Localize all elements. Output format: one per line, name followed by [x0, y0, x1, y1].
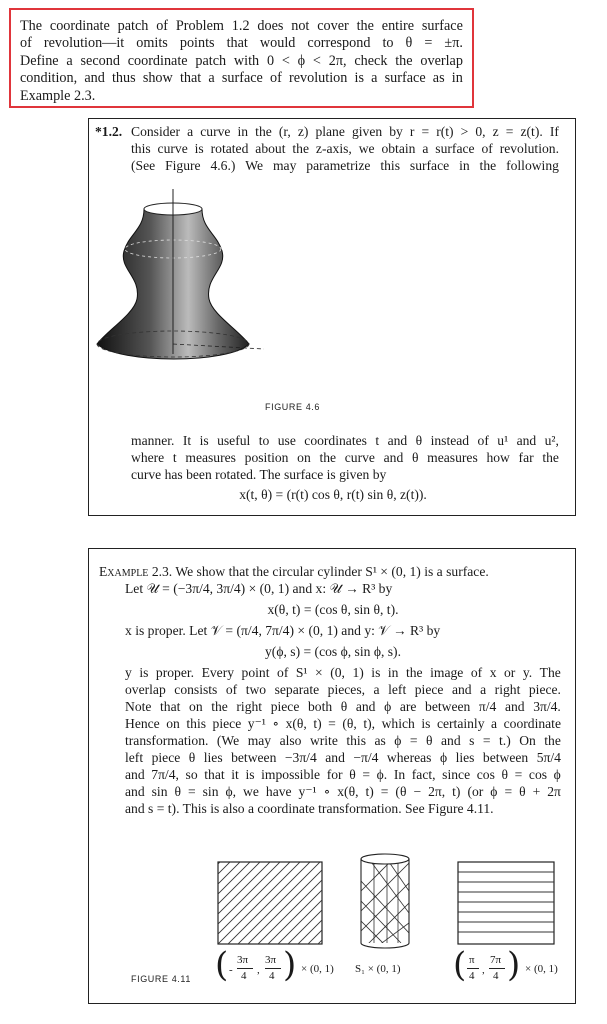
- problem-text-line: where t measures position on the curve and θ measures how far the: [131, 450, 559, 465]
- fraction-denominator: 4: [469, 970, 475, 982]
- problem-text-line: this curve is rotated about the z-axis, we obtain a surface of revolution.: [131, 141, 559, 156]
- problem-note-line: of revolution—it omits points that would correspond to θ = ±π.: [20, 35, 463, 52]
- example-text-line: transformation. (We may also write this as ϕ = θ and s = t.) On the: [125, 733, 561, 748]
- problem-text-line: Consider a curve in the (r, z) plane given by r = r(t) > 0, z = z(t). If: [131, 124, 559, 139]
- example-text-line: and sin θ = sin ϕ, we have y⁻¹ ∘ x(θ, t) = (θ − 2π, t) (or ϕ = θ + 2π: [125, 784, 561, 799]
- problem-number: *1.2.: [95, 124, 123, 139]
- cylinder-label: S₁ × (0, 1): [355, 963, 401, 975]
- equation-x: x(θ, t) = (cos θ, sin θ, t).: [267, 602, 399, 617]
- problem-note-line: Example 2.3.: [20, 87, 96, 104]
- problem-note-line: condition, and thus show that a surface of revolution is a surface as in: [20, 70, 463, 87]
- lined-rectangle-figure: [457, 861, 555, 945]
- example-text-line: Let 𝒰 = (−3π/4, 3π/4) × (0, 1) and x: 𝒰 → R³ by: [125, 581, 393, 596]
- example-text-line: and 7π/4, so that it is impossible for θ = ϕ. In fact, since cos θ = cos ϕ: [125, 767, 561, 782]
- figure-4-11-caption: FIGURE 4.11: [131, 974, 191, 984]
- cylinder-figure: [357, 851, 413, 951]
- example-2-3-box: [88, 548, 576, 1004]
- surface-of-revolution-figure: [89, 189, 289, 379]
- problem-text-line: curve has been rotated. The surface is given by: [131, 467, 387, 482]
- example-text-line: left piece θ lies between −3π/4 and −π/4 whereas ϕ lies between 5π/4: [125, 750, 561, 765]
- problem-text-line: manner. It is useful to use coordinates t and θ instead of u¹ and u²,: [131, 433, 559, 448]
- example-text-line: Note that on the right piece both θ and ϕ are between π/4 and 3π/4.: [125, 699, 561, 714]
- equation-y: y(ϕ, s) = (cos ϕ, sin ϕ, s).: [265, 644, 401, 659]
- example-heading: [99, 563, 489, 581]
- fraction-numerator: 3π: [237, 954, 249, 966]
- fraction-numerator: π: [469, 954, 475, 966]
- interval-suffix: × (0, 1): [301, 963, 334, 975]
- example-text-line: overlap consists of two separate pieces, a left piece and a right piece.: [125, 682, 561, 697]
- example-text-line: x is proper. Let 𝒱 = (π/4, 7π/4) × (0, 1) and y: 𝒱 → R³ by: [125, 623, 441, 638]
- example-text-line: Hence on this piece y⁻¹ ∘ x(θ, t) = (θ, t), which is certainly a coordinate: [125, 716, 561, 731]
- minus-sign: -: [229, 964, 233, 976]
- problem-note-box: [9, 8, 474, 108]
- right-interval-label: ( π 4 , 7π 4 ) × (0, 1): [453, 945, 558, 985]
- example-text-line: We show that the circular cylinder S¹ × (0, 1) is a surface.: [175, 564, 489, 579]
- problem-1-2-box: [88, 118, 576, 516]
- fraction-numerator: 7π: [490, 954, 502, 966]
- fraction-denominator: 4: [493, 970, 499, 982]
- example-heading-label: Example 2.3.: [99, 564, 173, 579]
- figure-4-6-caption: FIGURE 4.6: [265, 402, 321, 412]
- fraction-numerator: 3π: [265, 954, 277, 966]
- fraction-denominator: 4: [241, 970, 247, 982]
- parametrization-equation: x(t, θ) = (r(t) cos θ, r(t) sin θ, z(t)).: [239, 487, 427, 502]
- left-interval-label: ( - 3π 4 , 3π 4 ) × (0, 1): [215, 945, 334, 985]
- problem-text-line: (See Figure 4.6.) We may parametrize this surface in the following: [131, 158, 559, 173]
- example-text-line: and s = t). This is also a coordinate transformation. See Figure 4.11.: [125, 801, 494, 816]
- fraction-denominator: 4: [269, 970, 275, 982]
- hatched-rectangle-figure: [217, 861, 323, 945]
- problem-note-line: The coordinate patch of Problem 1.2 does not cover the entire surface: [20, 18, 463, 34]
- example-text-line: y is proper. Every point of S¹ × (0, 1) is in the image of x or y. The: [125, 665, 561, 680]
- problem-note-line: Define a second coordinate patch with 0 < ϕ < 2π, check the overlap: [20, 52, 463, 69]
- interval-suffix: × (0, 1): [525, 963, 558, 975]
